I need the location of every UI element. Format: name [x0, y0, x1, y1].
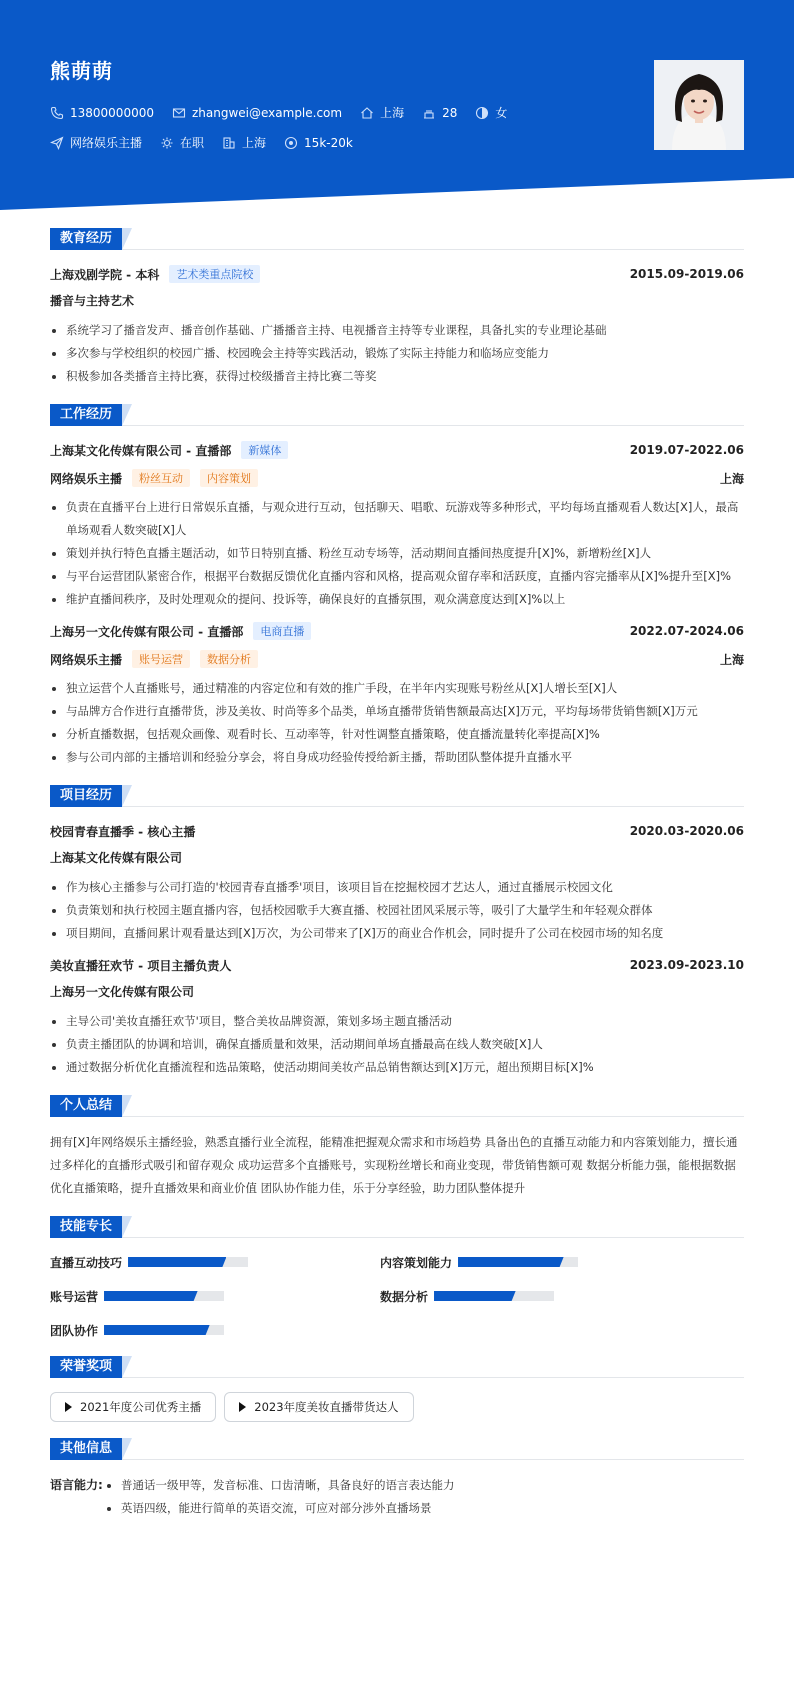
city-item — [222, 134, 266, 151]
play-icon — [65, 1402, 72, 1412]
skill-item — [50, 1252, 380, 1272]
skill-fill — [104, 1325, 210, 1335]
list-item: 负责在直播平台上进行日常娱乐直播，与观众进行互动，包括聊天、唱歌、玩游戏等多种形式，平均每场直播观看人数达[X]人，最高单场观看人数突破[X]人 — [50, 496, 744, 542]
salary-item — [284, 136, 353, 150]
status-text: 在职 — [180, 136, 205, 150]
awards-header — [50, 1356, 744, 1378]
education-title: 教育经历 — [50, 228, 122, 250]
language-bullets — [105, 1474, 455, 1520]
project-row — [50, 821, 744, 841]
language-block — [50, 1474, 744, 1520]
work-company-wrap — [50, 441, 288, 459]
list-item: 通过数据分析优化直播流程和选品策略，使活动期间美妆产品总销售额达到[X]万元，超出预期目标[X]% — [50, 1056, 744, 1079]
work-date: 2022.07-2024.06 — [629, 624, 744, 638]
company-tag: 新媒体 — [241, 441, 288, 459]
other-title: 其他信息 — [50, 1438, 122, 1460]
awards-list — [50, 1392, 744, 1422]
list-item: 分析直播数据，包括观众画像、观看时长、互动率等，针对性调整直播策略，使直播流量转化率提高[X]% — [50, 723, 744, 746]
email-text: zhangwei@example.com — [191, 105, 343, 120]
phone-item — [50, 106, 154, 120]
skill-fill — [434, 1291, 516, 1301]
mail-icon — [172, 106, 186, 120]
summary-header — [50, 1095, 744, 1117]
education-header — [50, 228, 744, 250]
age-text: 28 — [442, 105, 458, 120]
age-item — [422, 106, 457, 120]
email-item — [172, 106, 342, 120]
skills-grid — [50, 1252, 744, 1340]
list-item: 与平台运营团队紧密合作，根据平台数据反馈优化直播内容和风格，提高观众留存率和活跃度，直播内容完播率从[X]%提升至[X]% — [50, 565, 744, 588]
list-item: 主导公司'美妆直播狂欢节'项目，整合美妆品牌资源，策划多场主题直播活动 — [50, 1010, 744, 1033]
list-item: 项目期间，直播间累计观看量达到[X]万次，为公司带来了[X]万的商业合作机会，同时提升了公司在校园市场的知名度 — [50, 922, 744, 945]
skill-item — [380, 1286, 710, 1306]
contact-row — [50, 104, 610, 121]
skill-fill — [104, 1291, 198, 1301]
list-item: 系统学习了播音发声、播音创作基础、广播播音主持、电视播音主持等专业课程，具备扎实的专业理论基础 — [50, 319, 744, 342]
list-item: 英语四级，能进行简单的英语交流，可应对部分涉外直播场景 — [105, 1497, 455, 1520]
project-date: 2023.09-2023.10 — [629, 958, 744, 972]
skill-name: 直播互动技巧 — [50, 1255, 123, 1270]
header-info — [50, 55, 610, 164]
phone-text: 13800000000 — [70, 105, 154, 120]
city-text: 上海 — [242, 136, 267, 150]
status-item — [160, 134, 204, 151]
salary-icon — [284, 136, 298, 150]
work-bullets — [50, 677, 744, 769]
role-tag: 内容策划 — [200, 469, 258, 487]
list-item: 策划并执行特色直播主题活动，如节日特别直播、粉丝互动专场等，活动期间直播间热度提升[X]%，新增粉丝[X]人 — [50, 542, 744, 565]
award-text: 2023年度美妆直播带货达人 — [254, 1400, 399, 1414]
project-name: 校园青春直播季 - 核心主播 — [50, 824, 196, 839]
work-city: 上海 — [719, 652, 744, 667]
work-company-row — [50, 440, 744, 460]
project-name: 美妆直播狂欢节 - 项目主播负责人 — [50, 958, 232, 973]
work-bullets — [50, 496, 744, 611]
role-tag: 账号运营 — [132, 650, 190, 668]
project-company: 上海某文化传媒有限公司 — [50, 851, 183, 865]
job-text: 网络娱乐主播 — [70, 136, 143, 150]
company-tag: 电商直播 — [253, 622, 311, 640]
projects-title: 项目经历 — [50, 785, 122, 807]
skill-fill — [128, 1257, 226, 1267]
portrait-illustration — [654, 60, 744, 150]
work-title: 工作经历 — [50, 404, 122, 426]
award-text: 2021年度公司优秀主播 — [80, 1400, 202, 1414]
work-entry — [50, 621, 744, 769]
projects-section — [50, 785, 744, 1079]
awards-title: 荣誉奖项 — [50, 1356, 122, 1378]
work-entry — [50, 440, 744, 611]
language-label: 语言能力: — [50, 1478, 103, 1492]
play-icon — [239, 1402, 246, 1412]
company-name: 上海某文化传媒有限公司 - 直播部 — [50, 443, 232, 458]
age-icon — [422, 106, 436, 120]
other-section — [50, 1438, 744, 1520]
gender-text: 女 — [495, 106, 508, 120]
send-icon — [50, 136, 64, 150]
school-tag: 艺术类重点院校 — [169, 265, 260, 283]
salary-text: 15k-20k — [304, 135, 353, 150]
list-item: 独立运营个人直播账号，通过精准的内容定位和有效的推广手段，在半年内实现账号粉丝从[X]人增长至[X]人 — [50, 677, 744, 700]
summary-text: 拥有[X]年网络娱乐主播经验，熟悉直播行业全流程，能精准把握观众需求和市场趋势 具备出色的直播互动能力和内容策划能力，擅长通过多样化的直播形式吸引和留存观众 成功运营多个直播账号，实现粉丝增长和商业变现，带货销售额可观 数据分析能力强，能根据数据优化直播策略，提升直播效果和商业价值 团队协作能力佳，乐于分享经验，助力团队整体提升 — [50, 1135, 738, 1195]
skill-name: 数据分析 — [380, 1289, 429, 1304]
major-name: 播音与主持艺术 — [50, 294, 135, 308]
role-name: 网络娱乐主播 — [50, 471, 123, 486]
project-entry — [50, 955, 744, 1079]
list-item: 与品牌方合作进行直播带货，涉及美妆、时尚等多个品类，单场直播带货销售额最高达[X]万元，平均每场带货销售额[X]万元 — [50, 700, 744, 723]
work-city: 上海 — [719, 471, 744, 486]
skill-item — [50, 1286, 380, 1306]
project-date: 2020.03-2020.06 — [629, 824, 744, 838]
education-entry — [50, 264, 744, 388]
awards-section — [50, 1356, 744, 1422]
skill-name: 内容策划能力 — [380, 1255, 453, 1270]
profile-photo — [654, 60, 744, 150]
work-date: 2019.07-2022.06 — [629, 443, 744, 457]
skill-name: 账号运营 — [50, 1289, 99, 1304]
phone-icon — [50, 106, 64, 120]
skill-bar — [458, 1257, 578, 1267]
company-name: 上海另一文化传媒有限公司 - 直播部 — [50, 624, 244, 639]
intent-row — [50, 134, 610, 151]
work-company-wrap — [50, 622, 311, 640]
skill-item — [380, 1252, 710, 1272]
project-entry — [50, 821, 744, 945]
location-item — [360, 104, 404, 121]
building-icon — [222, 136, 236, 150]
education-school-wrap — [50, 265, 260, 283]
home-icon — [360, 106, 374, 120]
summary-section — [50, 1095, 744, 1200]
skill-bar — [104, 1291, 224, 1301]
projects-header — [50, 785, 744, 807]
list-item: 维护直播间秩序，及时处理观众的提问、投诉等，确保良好的直播氛围，观众满意度达到[X]%以上 — [50, 588, 744, 611]
school-name: 上海戏剧学院 - 本科 — [50, 267, 160, 282]
location-text: 上海 — [380, 106, 405, 120]
award-badge — [50, 1392, 216, 1422]
project-row — [50, 955, 744, 975]
skills-header — [50, 1216, 744, 1238]
gender-icon — [475, 106, 489, 120]
list-item: 负责主播团队的协调和培训，确保直播质量和效果，活动期间单场直播最高在线人数突破[X]人 — [50, 1033, 744, 1056]
resume-body — [50, 228, 744, 1536]
skills-section — [50, 1216, 744, 1340]
list-item: 负责策划和执行校园主题直播内容，包括校园歌手大赛直播、校园社团风采展示等，吸引了大量学生和年轻观众群体 — [50, 899, 744, 922]
list-item: 作为核心主播参与公司打造的'校园青春直播季'项目，该项目旨在挖掘校园才艺达人，通过直播展示校园文化 — [50, 876, 744, 899]
work-role-row — [50, 468, 744, 488]
work-section — [50, 404, 744, 769]
award-badge — [224, 1392, 413, 1422]
job-item — [50, 134, 142, 151]
education-bullets — [50, 319, 744, 388]
list-item: 普通话一级甲等，发音标准、口齿清晰，具备良好的语言表达能力 — [105, 1474, 455, 1497]
project-bullets — [50, 1010, 744, 1079]
candidate-name: 熊萌萌 — [50, 59, 113, 83]
skill-bar — [128, 1257, 248, 1267]
role-tag: 数据分析 — [200, 650, 258, 668]
role-tag: 粉丝互动 — [132, 469, 190, 487]
list-item: 积极参加各类播音主持比赛，获得过校级播音主持比赛二等奖 — [50, 365, 744, 388]
skill-bar — [104, 1325, 224, 1335]
project-bullets — [50, 876, 744, 945]
other-header — [50, 1438, 744, 1460]
gender-item — [475, 104, 507, 121]
work-role-wrap — [50, 650, 258, 668]
role-name: 网络娱乐主播 — [50, 652, 123, 667]
project-company: 上海另一文化传媒有限公司 — [50, 985, 195, 999]
skill-item — [50, 1320, 380, 1340]
work-company-row — [50, 621, 744, 641]
skills-title: 技能专长 — [50, 1216, 122, 1238]
skill-bar — [434, 1291, 554, 1301]
list-item: 参与公司内部的主播培训和经验分享会，将自身成功经验传授给新主播，帮助团队整体提升直播水平 — [50, 746, 744, 769]
summary-title: 个人总结 — [50, 1095, 122, 1117]
list-item: 多次参与学校组织的校园广播、校园晚会主持等实践活动，锻炼了实际主持能力和临场应变能力 — [50, 342, 744, 365]
work-role-wrap — [50, 469, 258, 487]
education-date: 2015.09-2019.06 — [629, 267, 744, 281]
education-section — [50, 228, 744, 388]
skill-fill — [458, 1257, 564, 1267]
skill-name: 团队协作 — [50, 1323, 99, 1338]
education-row — [50, 264, 744, 284]
work-role-row — [50, 649, 744, 669]
work-header — [50, 404, 744, 426]
status-icon — [160, 136, 174, 150]
